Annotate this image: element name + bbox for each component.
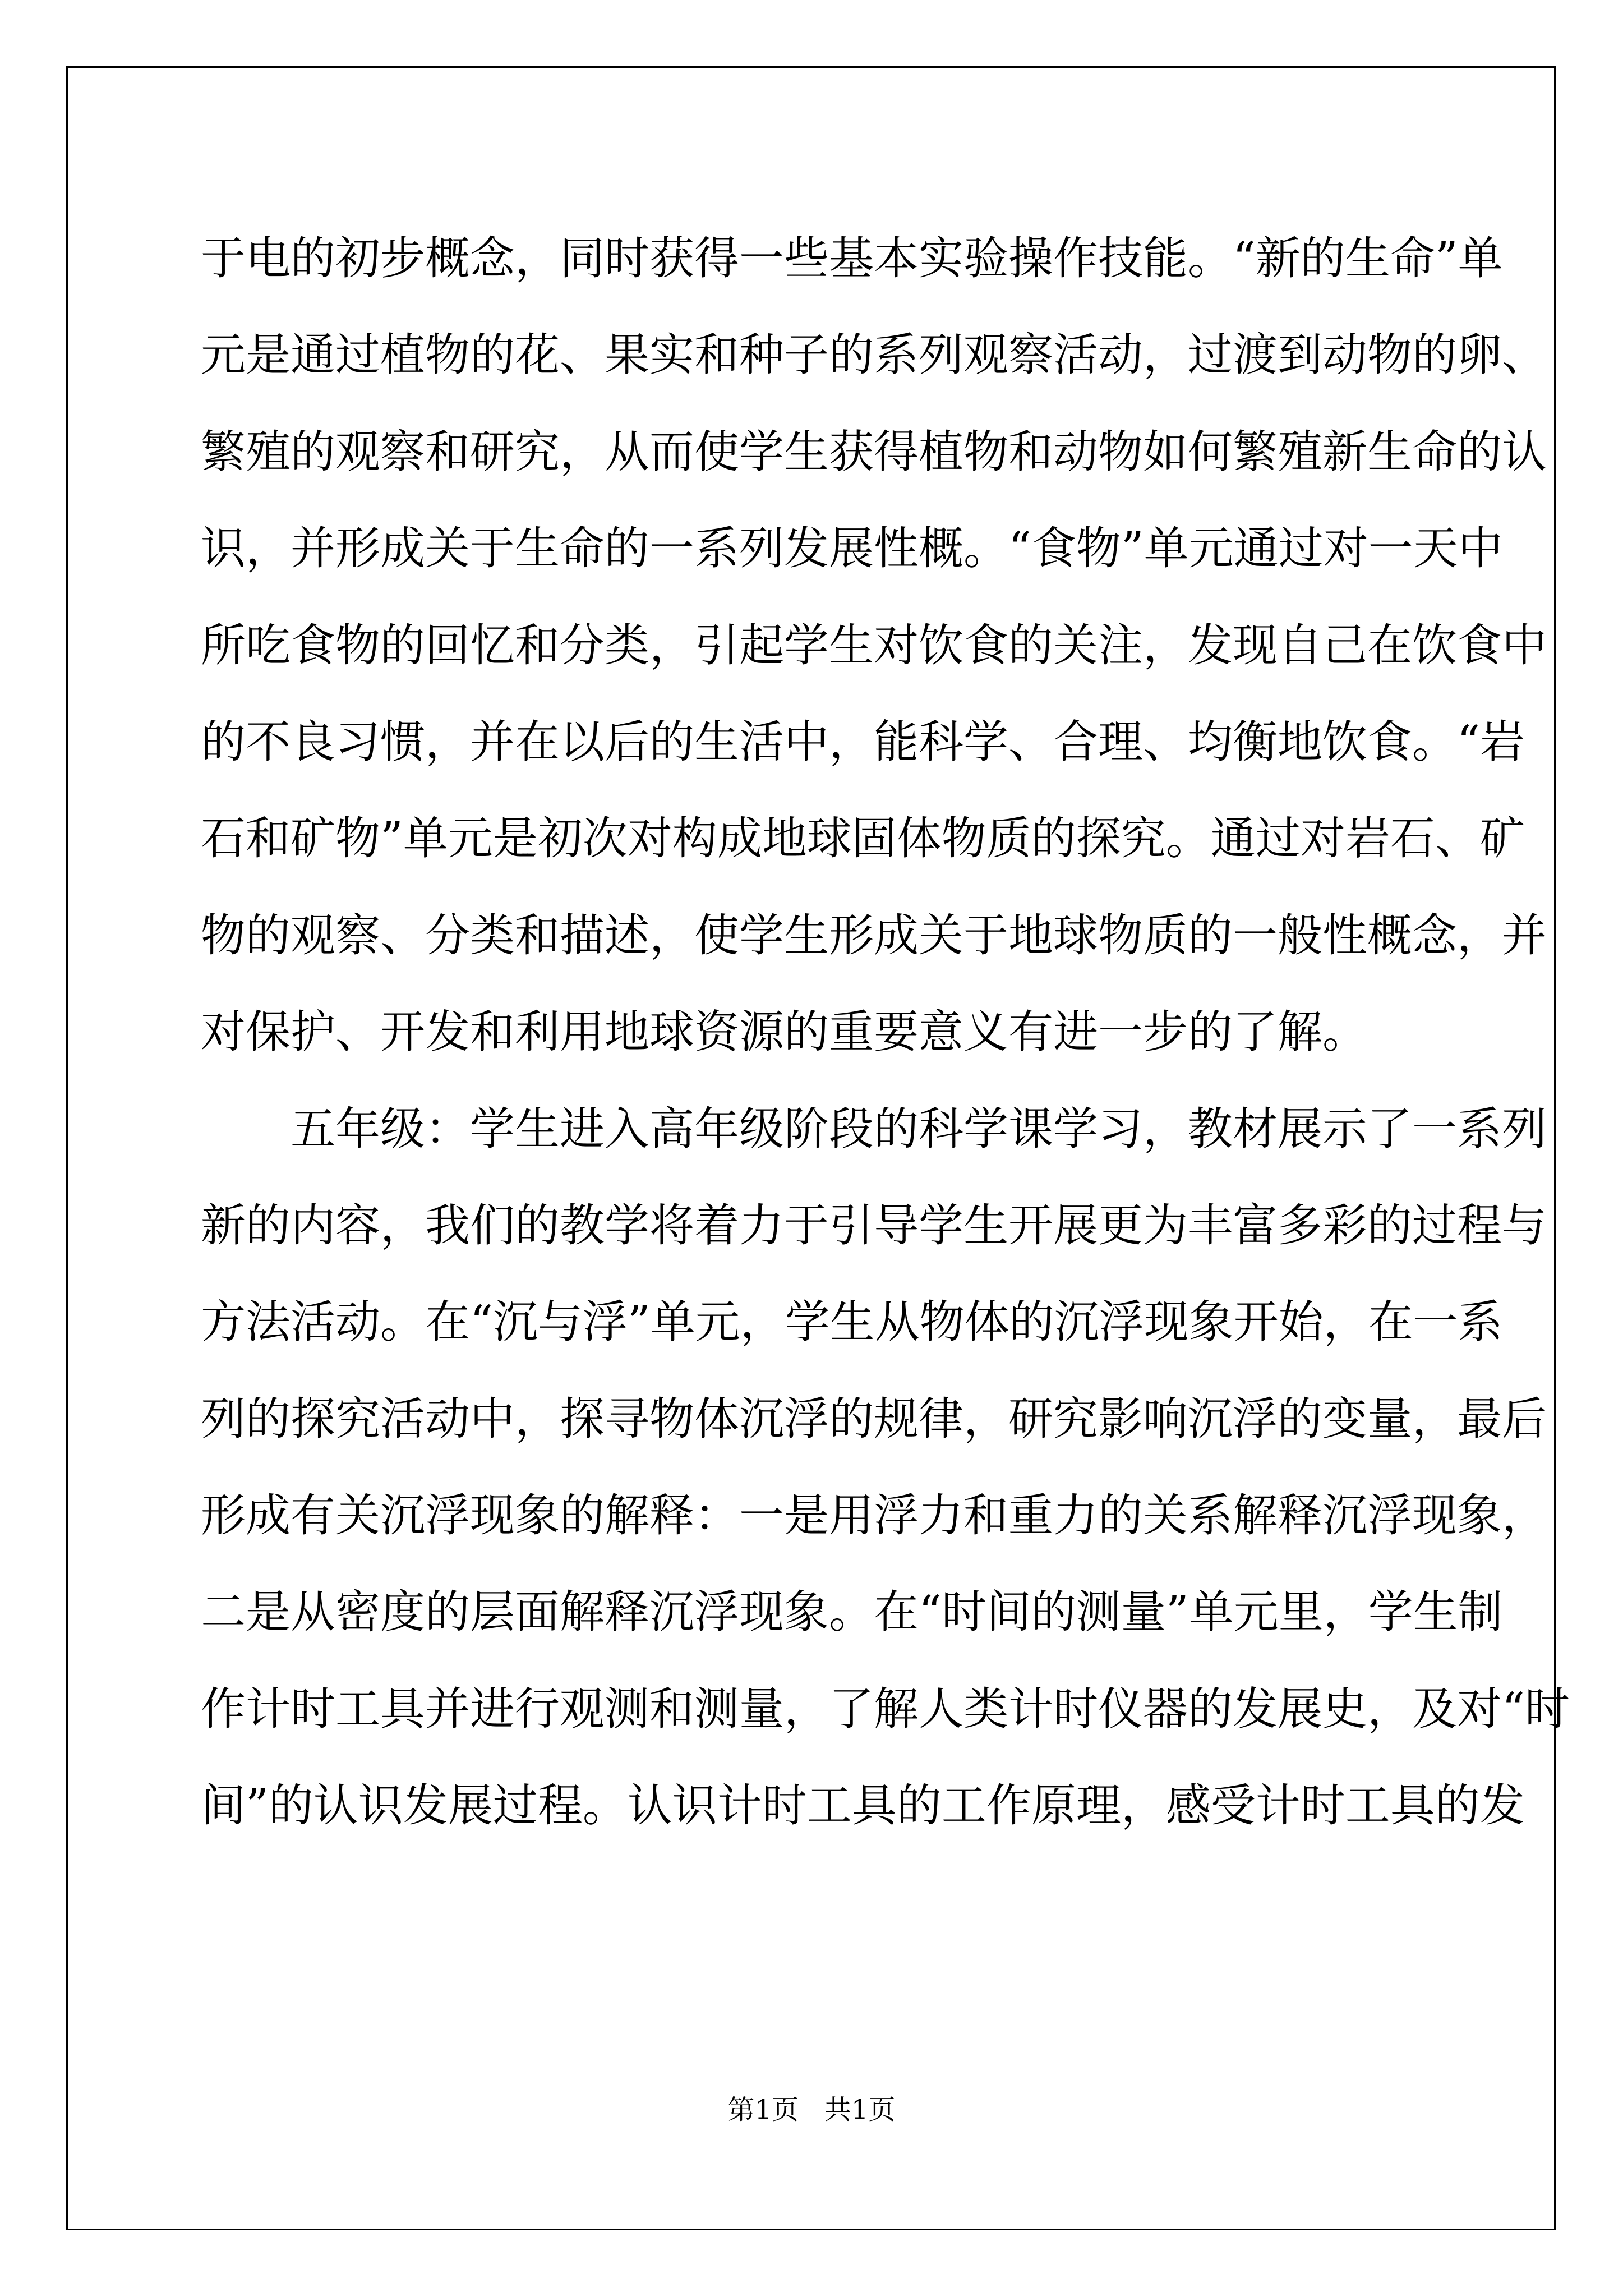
text-line: 繁殖的观察和研究，从而使学生获得植物和动物如何繁殖新生命的认 <box>201 425 1547 478</box>
document-body <box>201 210 1570 1855</box>
text-line: 所吃食物的回忆和分类，引起学生对饮食的关注，发现自己在饮食中 <box>201 619 1547 671</box>
text-line: 作计时工具并进行观测和测量，了解人类计时仪器的发展史，及对“时 <box>201 1682 1570 1735</box>
text-line: 于电的初步概念，同时获得一些基本实验操作技能。“新的生命”单 <box>201 232 1503 284</box>
text-line: 二是从密度的层面解释沉浮现象。在“时间的测量”单元里，学生制 <box>201 1586 1503 1639</box>
text-line: 物的观察、分类和描述，使学生形成关于地球物质的一般性概念，并 <box>201 909 1547 961</box>
text-line: 对保护、开发和利用地球资源的重要意义有进一步的了解。 <box>201 1006 1367 1059</box>
text-line: 方法活动。在“沉与浮”单元，学生从物体的沉浮现象开始，在一系 <box>201 1296 1503 1349</box>
page-number-footer: 第1页 共1页 <box>727 2094 896 2125</box>
text-line: 新的内容，我们的教学将着力于引导学生开展更为丰富多彩的过程与 <box>201 1199 1547 1251</box>
text-line: 石和矿物”单元是初次对构成地球固体物质的探究。通过对岩石、矿 <box>201 812 1525 865</box>
text-line: 列的探究活动中，探寻物体沉浮的规律，研究影响沉浮的变量，最后 <box>201 1392 1547 1445</box>
text-line: 元是通过植物的花、果实和种子的系列观察活动，过渡到动物的卵、 <box>201 329 1547 381</box>
paragraph-start-line: 五年级：学生进入高年级阶段的科学课学习，教材展示了一系列 <box>291 1102 1547 1155</box>
text-line: 形成有关沉浮现象的解释：一是用浮力和重力的关系解释沉浮现象， <box>201 1489 1547 1542</box>
text-line: 的不良习惯，并在以后的生活中，能科学、合理、均衡地饮食。“岩 <box>201 715 1525 768</box>
text-line: 识，并形成关于生命的一系列发展性概。“食物”单元通过对一天中 <box>201 522 1503 575</box>
text-line: 间”的认识发展过程。认识计时工具的工作原理，感受计时工具的发 <box>201 1779 1525 1832</box>
